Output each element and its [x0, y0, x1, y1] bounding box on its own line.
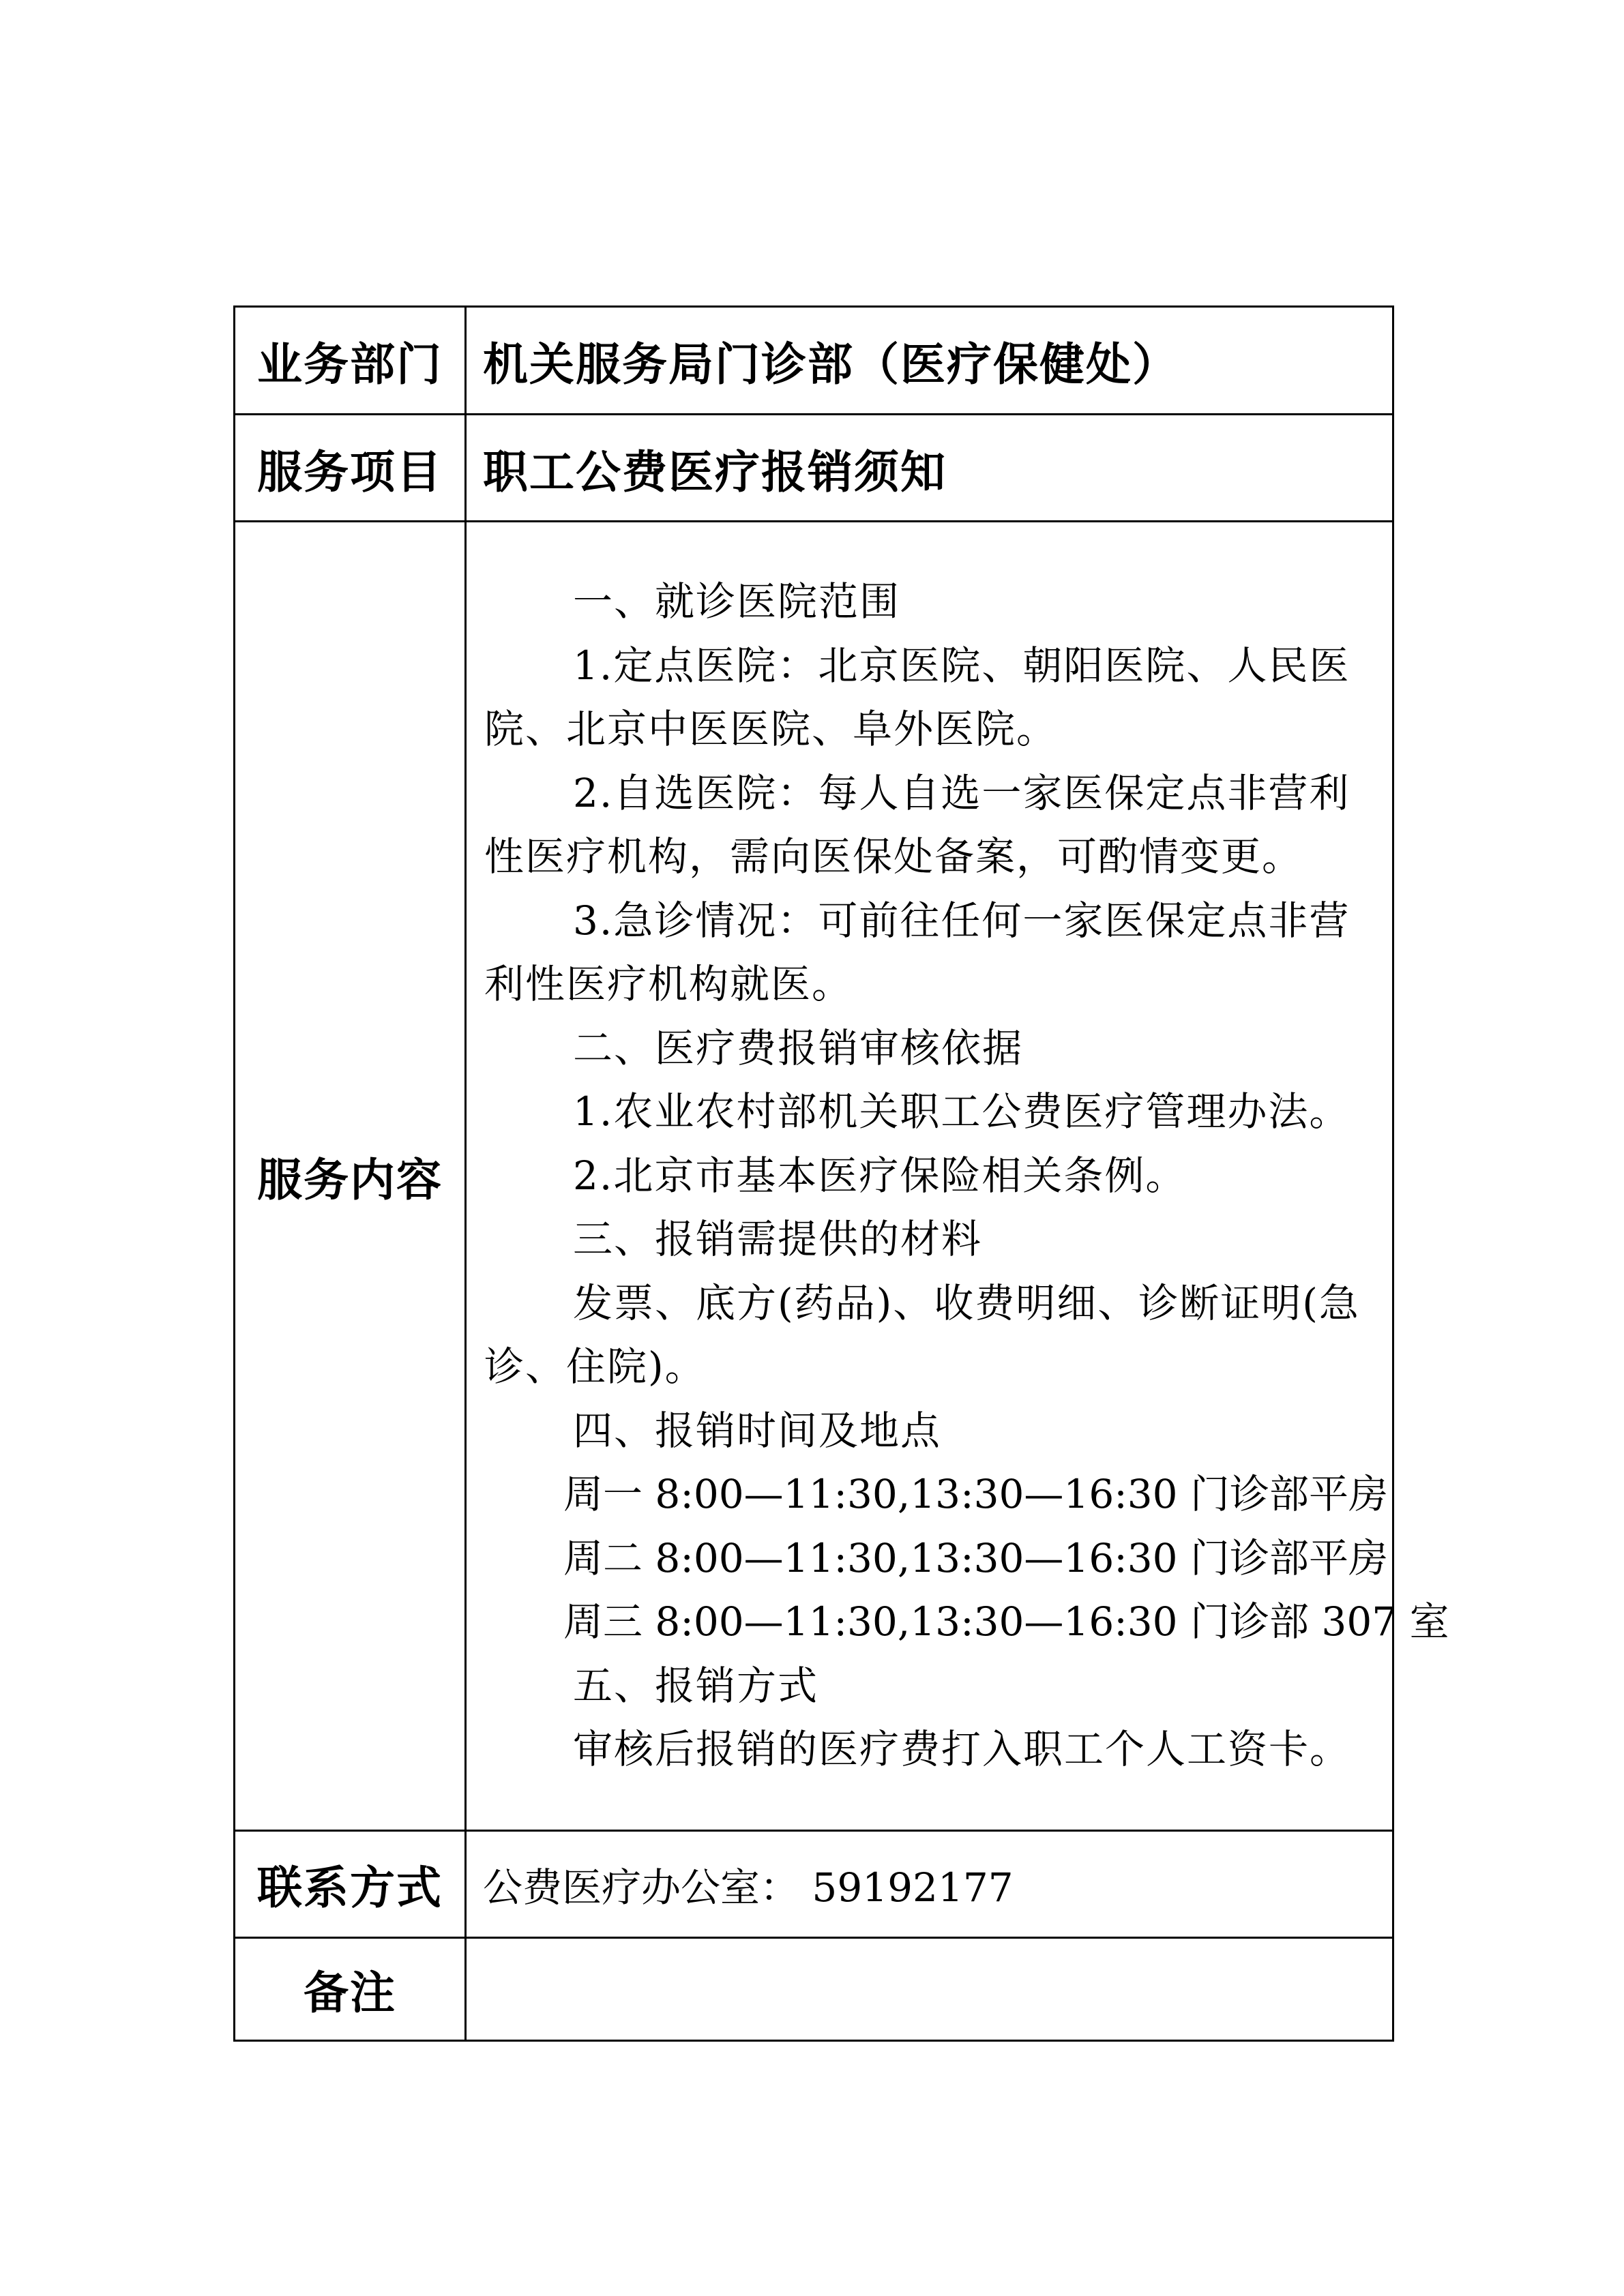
- contact-row: [235, 1830, 1393, 1937]
- service-content-text: [484, 570, 1449, 1782]
- content-line: 3.急诊情况：可前往任何一家医保定点非营: [573, 897, 1350, 944]
- department-value: 机关服务局门诊部（医疗保健处）: [466, 307, 1393, 415]
- content-line: 审核后报销的医疗费打入职工个人工资卡。: [573, 1726, 1351, 1772]
- content-line: 诊、住院)。: [484, 1343, 706, 1390]
- section-heading-basis: 二、医疗费报销审核依据: [573, 1024, 1024, 1071]
- content-line: 利性医疗机构就医。: [484, 961, 853, 1007]
- schedule-line: 周三 8:00—11:30,13:30—16:30 门诊部 307 室: [563, 1598, 1449, 1645]
- service-content-label: 服务内容: [235, 522, 466, 1831]
- content-line: 2.自选医院：每人自选一家医保定点非营利: [573, 769, 1350, 816]
- section-heading-time-place: 四、报销时间及地点: [573, 1407, 942, 1454]
- section-heading-hospitals: 一、就诊医院范围: [573, 578, 901, 625]
- contact-value: 公费医疗办公室： 59192177: [466, 1830, 1393, 1937]
- content-line: 1.定点医院：北京医院、朝阳医院、人民医: [573, 642, 1350, 689]
- department-row: [235, 307, 1393, 415]
- content-line: 2.北京市基本医疗保险相关条例。: [573, 1152, 1187, 1199]
- service-item-row: [235, 415, 1393, 522]
- service-content-row: [235, 522, 1393, 1831]
- section-heading-materials: 三、报销需提供的材料: [573, 1216, 983, 1262]
- service-content-cell: [466, 522, 1449, 1831]
- content-line: 发票、底方(药品)、收费明细、诊断证明(急: [573, 1279, 1360, 1326]
- content-line: 1.农业农村部机关职工公费医疗管理办法。: [573, 1088, 1350, 1135]
- section-heading-method: 五、报销方式: [573, 1662, 819, 1709]
- content-line: 性医疗机构，需向医保处备案，可酌情变更。: [484, 833, 1303, 880]
- remarks-row: [235, 1937, 1393, 2040]
- service-item-label: 服务项目: [235, 415, 466, 522]
- contact-label: 联系方式: [235, 1830, 466, 1937]
- schedule-line: 周一 8:00—11:30,13:30—16:30 门诊部平房: [563, 1471, 1388, 1517]
- department-label: 业务部门: [235, 307, 466, 415]
- remarks-label: 备注: [235, 1937, 466, 2040]
- service-info-table: [233, 305, 1449, 2042]
- schedule-line: 周二 8:00—11:30,13:30—16:30 门诊部平房: [563, 1534, 1388, 1581]
- content-line: 院、北京中医医院、阜外医院。: [484, 706, 1058, 752]
- remarks-value: [466, 1937, 1393, 2040]
- service-item-value: 职工公费医疗报销须知: [466, 415, 1393, 522]
